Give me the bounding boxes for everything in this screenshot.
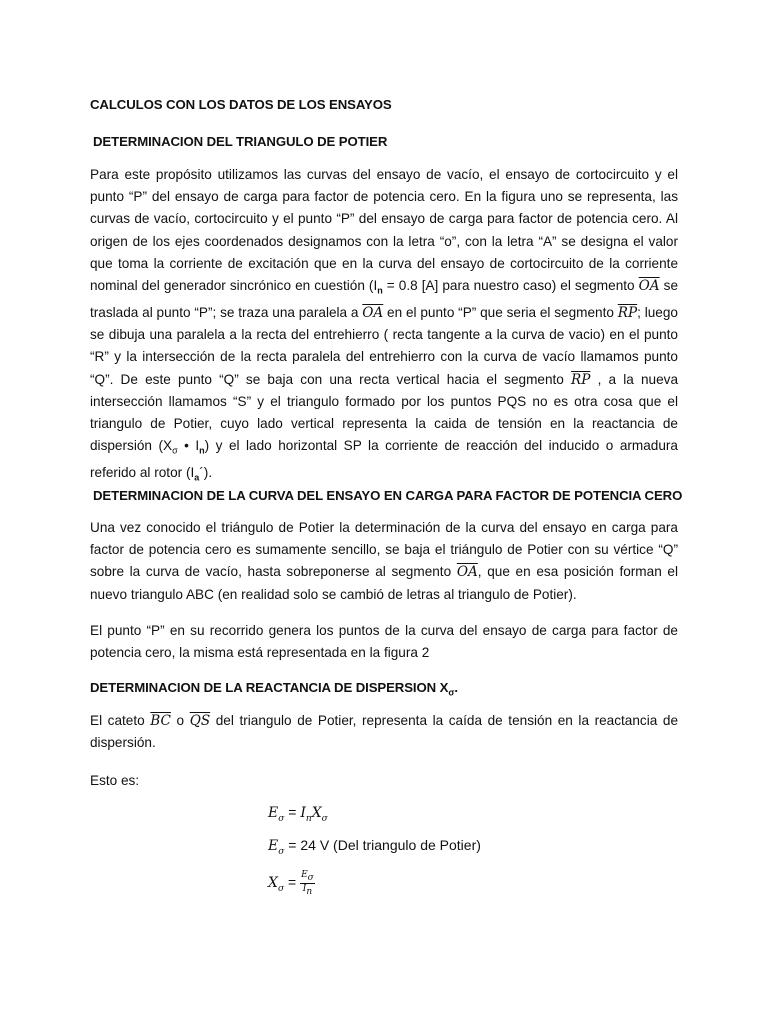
- segment-qs: $\overline{QS}$: [189, 713, 211, 729]
- segment-oa: $\overline{OA}$: [362, 304, 384, 321]
- text-line: El cateto $\overline{BC}$ o $\overline{QS}$ del triangulo de Potier, representa la caída de tensión en la reactancia de: [90, 713, 679, 729]
- paragraph-potier: [90, 164, 678, 489]
- text-line: se dibuja una paralela a la recta del entrehierro ( recta tangente a la curva de vacio) en el punto: [90, 327, 678, 343]
- text-line: factor de potencia cero es sumamente sencillo, se baja el triángulo de Potier con su vértice “Q”: [90, 542, 678, 558]
- text-line: nuevo triangulo ABC (en realidad solo se cambió de letras al triangulo de Potier).: [90, 586, 577, 602]
- text-line: nominal del generador sincrónico en cuestión ($I_n = 0.8$ [A] para nuestro caso) el segmento $\overline{OA}$ se: [90, 278, 679, 296]
- section-heading-curve: DETERMINACION DE LA CURVA DEL ENSAYO EN CARGA PARA FACTOR DE POTENCIA CERO: [93, 488, 683, 503]
- text-line: curvas de vacío, cortocircuito y el punto “P” del ensayo de carga para factor de potencia cero. Al: [90, 211, 678, 227]
- text-line: “Q”. De este punto “Q” se baja con una recta vertical hacia el segmento $\overline{RP}$ , a la nueva: [90, 371, 679, 388]
- text-line: “R” y la intersección de la recta paralela del entrehierro con la curva de vacío llamamos punto: [90, 349, 678, 365]
- text-line: traslada al punto “P”; se traza una paralela a $\overline{OA}$ en el punto “P” que seria el segmento $\overline{RP}$; luego: [90, 304, 678, 321]
- text-line: Esto es:: [90, 773, 140, 788]
- text-line: Para este propósito utilizamos las curvas del ensayo de vacío, el ensayo de cortocircuito y el: [90, 167, 678, 182]
- text-line: origen de los ejes coordenados designamos con la letra “o”, con la letra “A” se designa el valor: [90, 233, 678, 249]
- segment-rp: $\overline{RP}$: [617, 304, 638, 321]
- equation-e-sigma: $E_\sigma = I_nX_\sigma$: [268, 804, 328, 824]
- paragraph-point-p: [90, 620, 678, 664]
- paragraph-curve: [90, 517, 678, 606]
- text-line: potencia cero, la misma está representada en la figura 2: [90, 645, 430, 661]
- text-line: dispersión.: [90, 735, 156, 751]
- equation-x-sigma: $X_\sigma$ = $\frac{E_\sigma}{I_n}$: [268, 870, 314, 897]
- segment-bc: $\overline{BC}$: [150, 713, 171, 729]
- equation-e-sigma-value: $E_\sigma = 24$ V (Del triangulo de Potier): [268, 837, 481, 857]
- text-line: El punto “P” en su recorrido genera los puntos de la curva del ensayo de carga para factor de: [90, 623, 678, 638]
- fraction: $\frac{E_\sigma}{I_n}$: [301, 870, 314, 897]
- section-heading-potier: DETERMINACION DEL TRIANGULO DE POTIER: [93, 134, 388, 149]
- document-title: CALCULOS CON LOS DATOS DE LOS ENSAYOS: [90, 97, 392, 112]
- text-line: sobre la curva de vacío, hasta sobreponerse al segmento $\overline{OA}$, que en esa posición forman el: [90, 564, 678, 581]
- paragraph-reactance: [90, 710, 678, 754]
- text-line: Una vez conocido el triángulo de Potier la determinación de la curva del ensayo en carga para: [90, 520, 678, 535]
- text-line: dispersión ($X_\sigma$ • $I_n$) y el lado horizontal SP la corriente de reacción del inducido o armadura: [90, 438, 678, 456]
- text-line: referido al rotor $(I_a´)$.: [90, 465, 213, 483]
- text-line: intersección llamamos “S” y el triangulo formado por los puntos PQS no es otra cosa que el: [90, 393, 678, 409]
- segment-rp: $\overline{RP}$: [571, 371, 591, 388]
- text-line: punto “P” del ensayo de carga para factor de potencia cero. En la figura uno se representa, las: [90, 189, 678, 205]
- text-line: que toma la corriente de excitación que en la curva del ensayo de cortocircuito de la corriente: [90, 255, 678, 271]
- text-line: triangulo de Potier, cuyo lado vertical representa la caida de tensión en la reactancia de: [90, 415, 678, 431]
- segment-oa: $\overline{OA}$: [456, 564, 478, 581]
- segment-oa: $\overline{OA}$: [638, 278, 660, 295]
- paragraph-esto-es: [90, 770, 678, 792]
- section-heading-reactance: DETERMINACION DE LA REACTANCIA DE DISPERSION $X_\sigma$.: [90, 680, 458, 698]
